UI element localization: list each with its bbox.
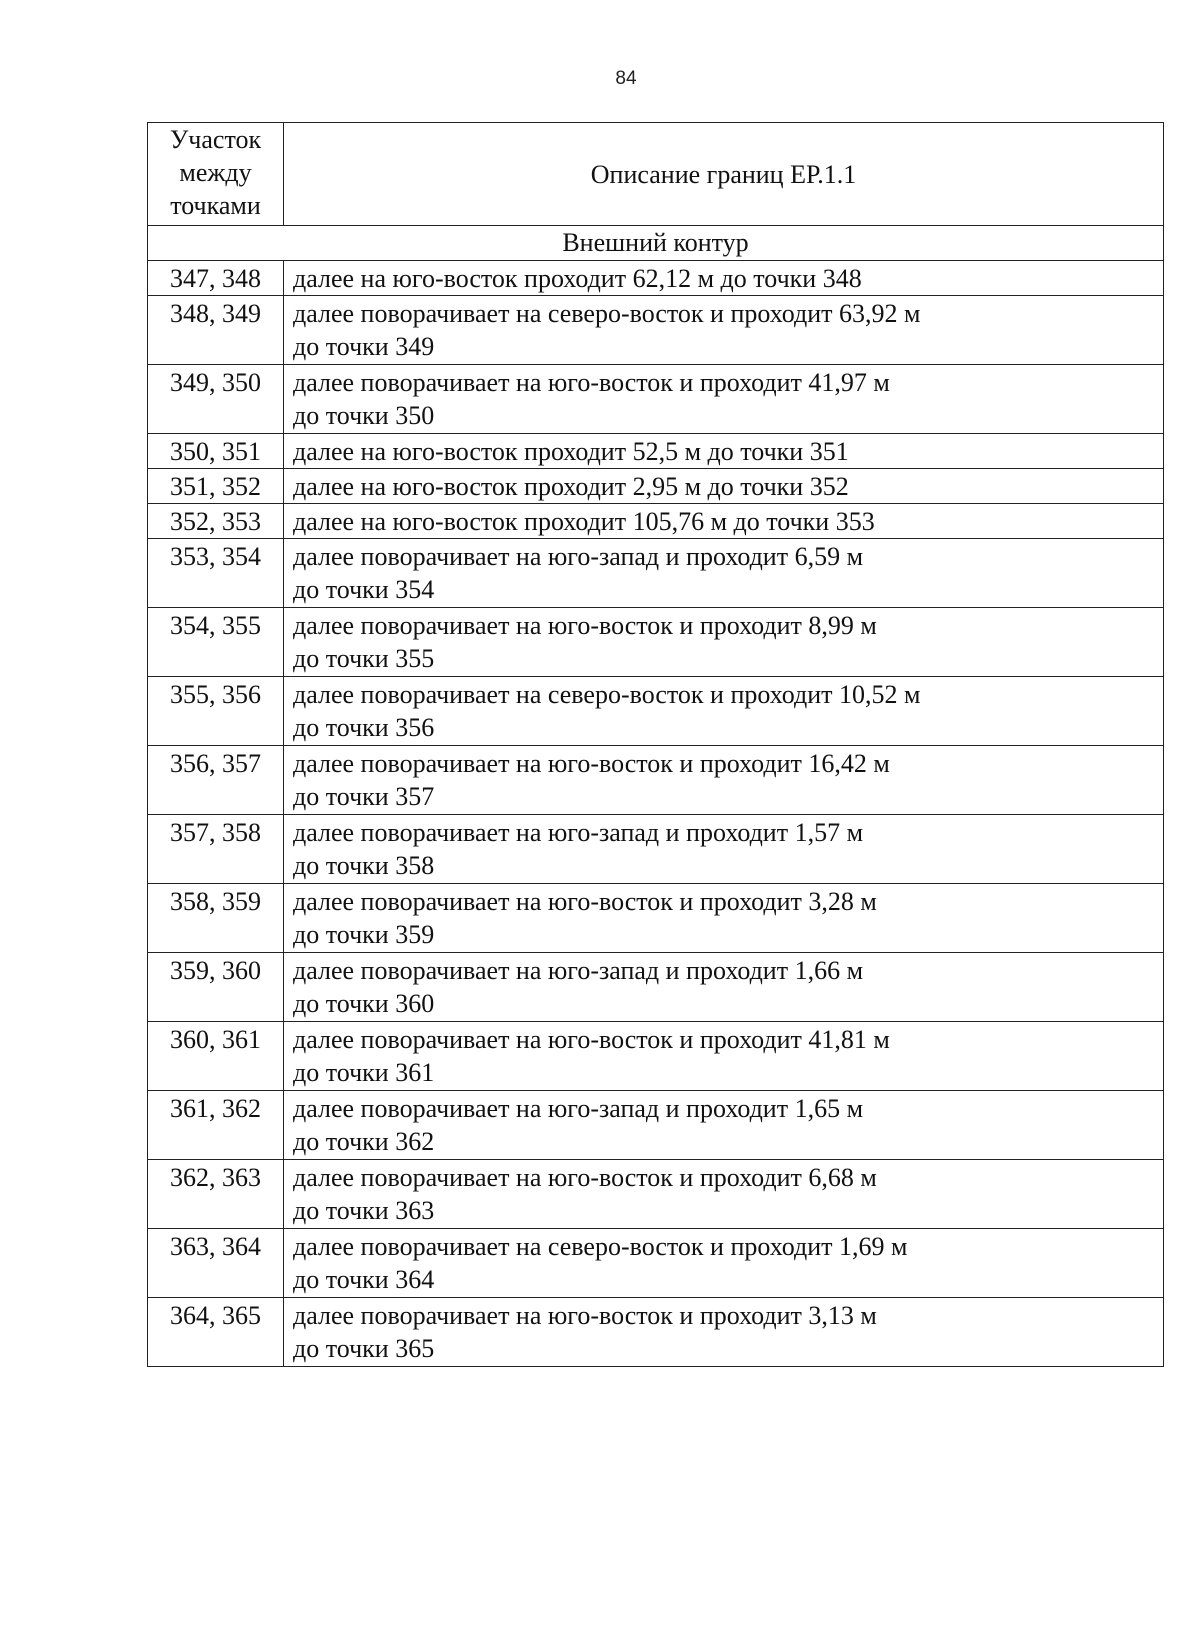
description-line: до точки 354 xyxy=(293,575,435,604)
table-row xyxy=(148,677,1164,746)
description-line: до точки 356 xyxy=(293,713,435,742)
points-cell: 363, 364 xyxy=(148,1229,284,1298)
boundary-description-table xyxy=(147,122,1164,1367)
description-line: до точки 358 xyxy=(293,851,435,880)
description-line: до точки 349 xyxy=(293,332,435,361)
points-cell: 354, 355 xyxy=(148,608,284,677)
points-cell: 348, 349 xyxy=(148,296,284,365)
table-row xyxy=(148,608,1164,677)
description-line: далее поворачивает на юго-восток и проходит 8,99 м xyxy=(293,611,877,640)
description-line: далее поворачивает на юго-восток и проходит 3,13 м xyxy=(293,1301,877,1330)
table-row xyxy=(148,469,1164,504)
description-line: далее поворачивает на юго-запад и проходит 6,59 м xyxy=(293,542,864,571)
table-row xyxy=(148,1298,1164,1367)
table-body xyxy=(148,226,1164,1367)
description-line: далее поворачивает на юго-восток и проходит 3,28 м xyxy=(293,887,877,916)
description-line: до точки 355 xyxy=(293,644,435,673)
table-row xyxy=(148,504,1164,539)
points-cell: 353, 354 xyxy=(148,539,284,608)
points-cell: 359, 360 xyxy=(148,953,284,1022)
section-row xyxy=(148,226,1164,261)
points-cell: 358, 359 xyxy=(148,884,284,953)
description-line: далее на юго-восток проходит 2,95 м до точки 352 xyxy=(293,472,849,501)
description-line: далее поворачивает на северо-восток и проходит 10,52 м xyxy=(293,680,921,709)
table-row xyxy=(148,261,1164,296)
description-cell xyxy=(284,608,1164,677)
table-row xyxy=(148,1160,1164,1229)
table-row xyxy=(148,815,1164,884)
table-row xyxy=(148,434,1164,469)
description-line: до точки 363 xyxy=(293,1196,435,1225)
description-line: до точки 365 xyxy=(293,1334,435,1363)
table-row xyxy=(148,953,1164,1022)
description-cell xyxy=(284,1091,1164,1160)
description-cell xyxy=(284,1022,1164,1091)
description-cell xyxy=(284,539,1164,608)
points-cell: 352, 353 xyxy=(148,504,284,539)
description-line: далее на юго-восток проходит 62,12 м до точки 348 xyxy=(293,264,862,293)
description-cell xyxy=(284,884,1164,953)
table-row xyxy=(148,1229,1164,1298)
points-cell: 351, 352 xyxy=(148,469,284,504)
description-line: далее поворачивает на юго-восток и проходит 6,68 м xyxy=(293,1163,877,1192)
description-cell xyxy=(284,504,1164,539)
description-line: до точки 350 xyxy=(293,401,435,430)
points-cell: 362, 363 xyxy=(148,1160,284,1229)
description-line: далее поворачивает на северо-восток и проходит 1,69 м xyxy=(293,1232,908,1261)
table-row xyxy=(148,884,1164,953)
description-cell xyxy=(284,434,1164,469)
header-points-cell xyxy=(148,123,284,226)
table-row xyxy=(148,746,1164,815)
table-header-row xyxy=(148,123,1164,226)
description-line: далее поворачивает на юго-запад и проходит 1,57 м xyxy=(293,818,864,847)
description-cell xyxy=(284,953,1164,1022)
description-cell xyxy=(284,815,1164,884)
description-line: до точки 360 xyxy=(293,989,435,1018)
table-row xyxy=(148,539,1164,608)
description-line: до точки 362 xyxy=(293,1127,435,1156)
points-cell: 355, 356 xyxy=(148,677,284,746)
table-row xyxy=(148,1091,1164,1160)
description-line: далее поворачивает на северо-восток и проходит 63,92 м xyxy=(293,299,921,328)
description-line: далее на юго-восток проходит 105,76 м до точки 353 xyxy=(293,507,875,536)
description-cell xyxy=(284,469,1164,504)
description-line: далее поворачивает на юго-запад и проходит 1,66 м xyxy=(293,956,864,985)
description-line: далее поворачивает на юго-восток и проходит 41,97 м xyxy=(293,368,890,397)
description-cell xyxy=(284,677,1164,746)
header-points-line: точками xyxy=(170,191,261,220)
description-cell xyxy=(284,1229,1164,1298)
description-line: до точки 357 xyxy=(293,782,435,811)
description-cell xyxy=(284,1160,1164,1229)
table-row xyxy=(148,365,1164,434)
points-cell: 350, 351 xyxy=(148,434,284,469)
points-cell: 356, 357 xyxy=(148,746,284,815)
points-cell: 347, 348 xyxy=(148,261,284,296)
points-cell: 361, 362 xyxy=(148,1091,284,1160)
description-cell xyxy=(284,1298,1164,1367)
table-row xyxy=(148,1022,1164,1091)
header-points-line: между xyxy=(179,158,252,187)
description-cell xyxy=(284,296,1164,365)
points-cell: 364, 365 xyxy=(148,1298,284,1367)
description-line: далее поворачивает на юго-запад и проходит 1,65 м xyxy=(293,1094,864,1123)
description-line: до точки 364 xyxy=(293,1265,435,1294)
description-line: до точки 359 xyxy=(293,920,435,949)
table-row xyxy=(148,296,1164,365)
description-line: до точки 361 xyxy=(293,1058,435,1087)
description-line: далее поворачивает на юго-восток и проходит 41,81 м xyxy=(293,1025,890,1054)
description-cell xyxy=(284,746,1164,815)
description-cell xyxy=(284,365,1164,434)
header-points-line: Участок xyxy=(169,125,262,154)
description-cell xyxy=(284,261,1164,296)
points-cell: 357, 358 xyxy=(148,815,284,884)
description-line: далее на юго-восток проходит 52,5 м до точки 351 xyxy=(293,437,849,466)
points-cell: 349, 350 xyxy=(148,365,284,434)
header-description-cell: Описание границ ЕР.1.1 xyxy=(284,123,1164,226)
points-cell: 360, 361 xyxy=(148,1022,284,1091)
page-number: 84 xyxy=(615,68,637,89)
description-line: далее поворачивает на юго-восток и проходит 16,42 м xyxy=(293,749,890,778)
section-title: Внешний контур xyxy=(148,226,1164,261)
